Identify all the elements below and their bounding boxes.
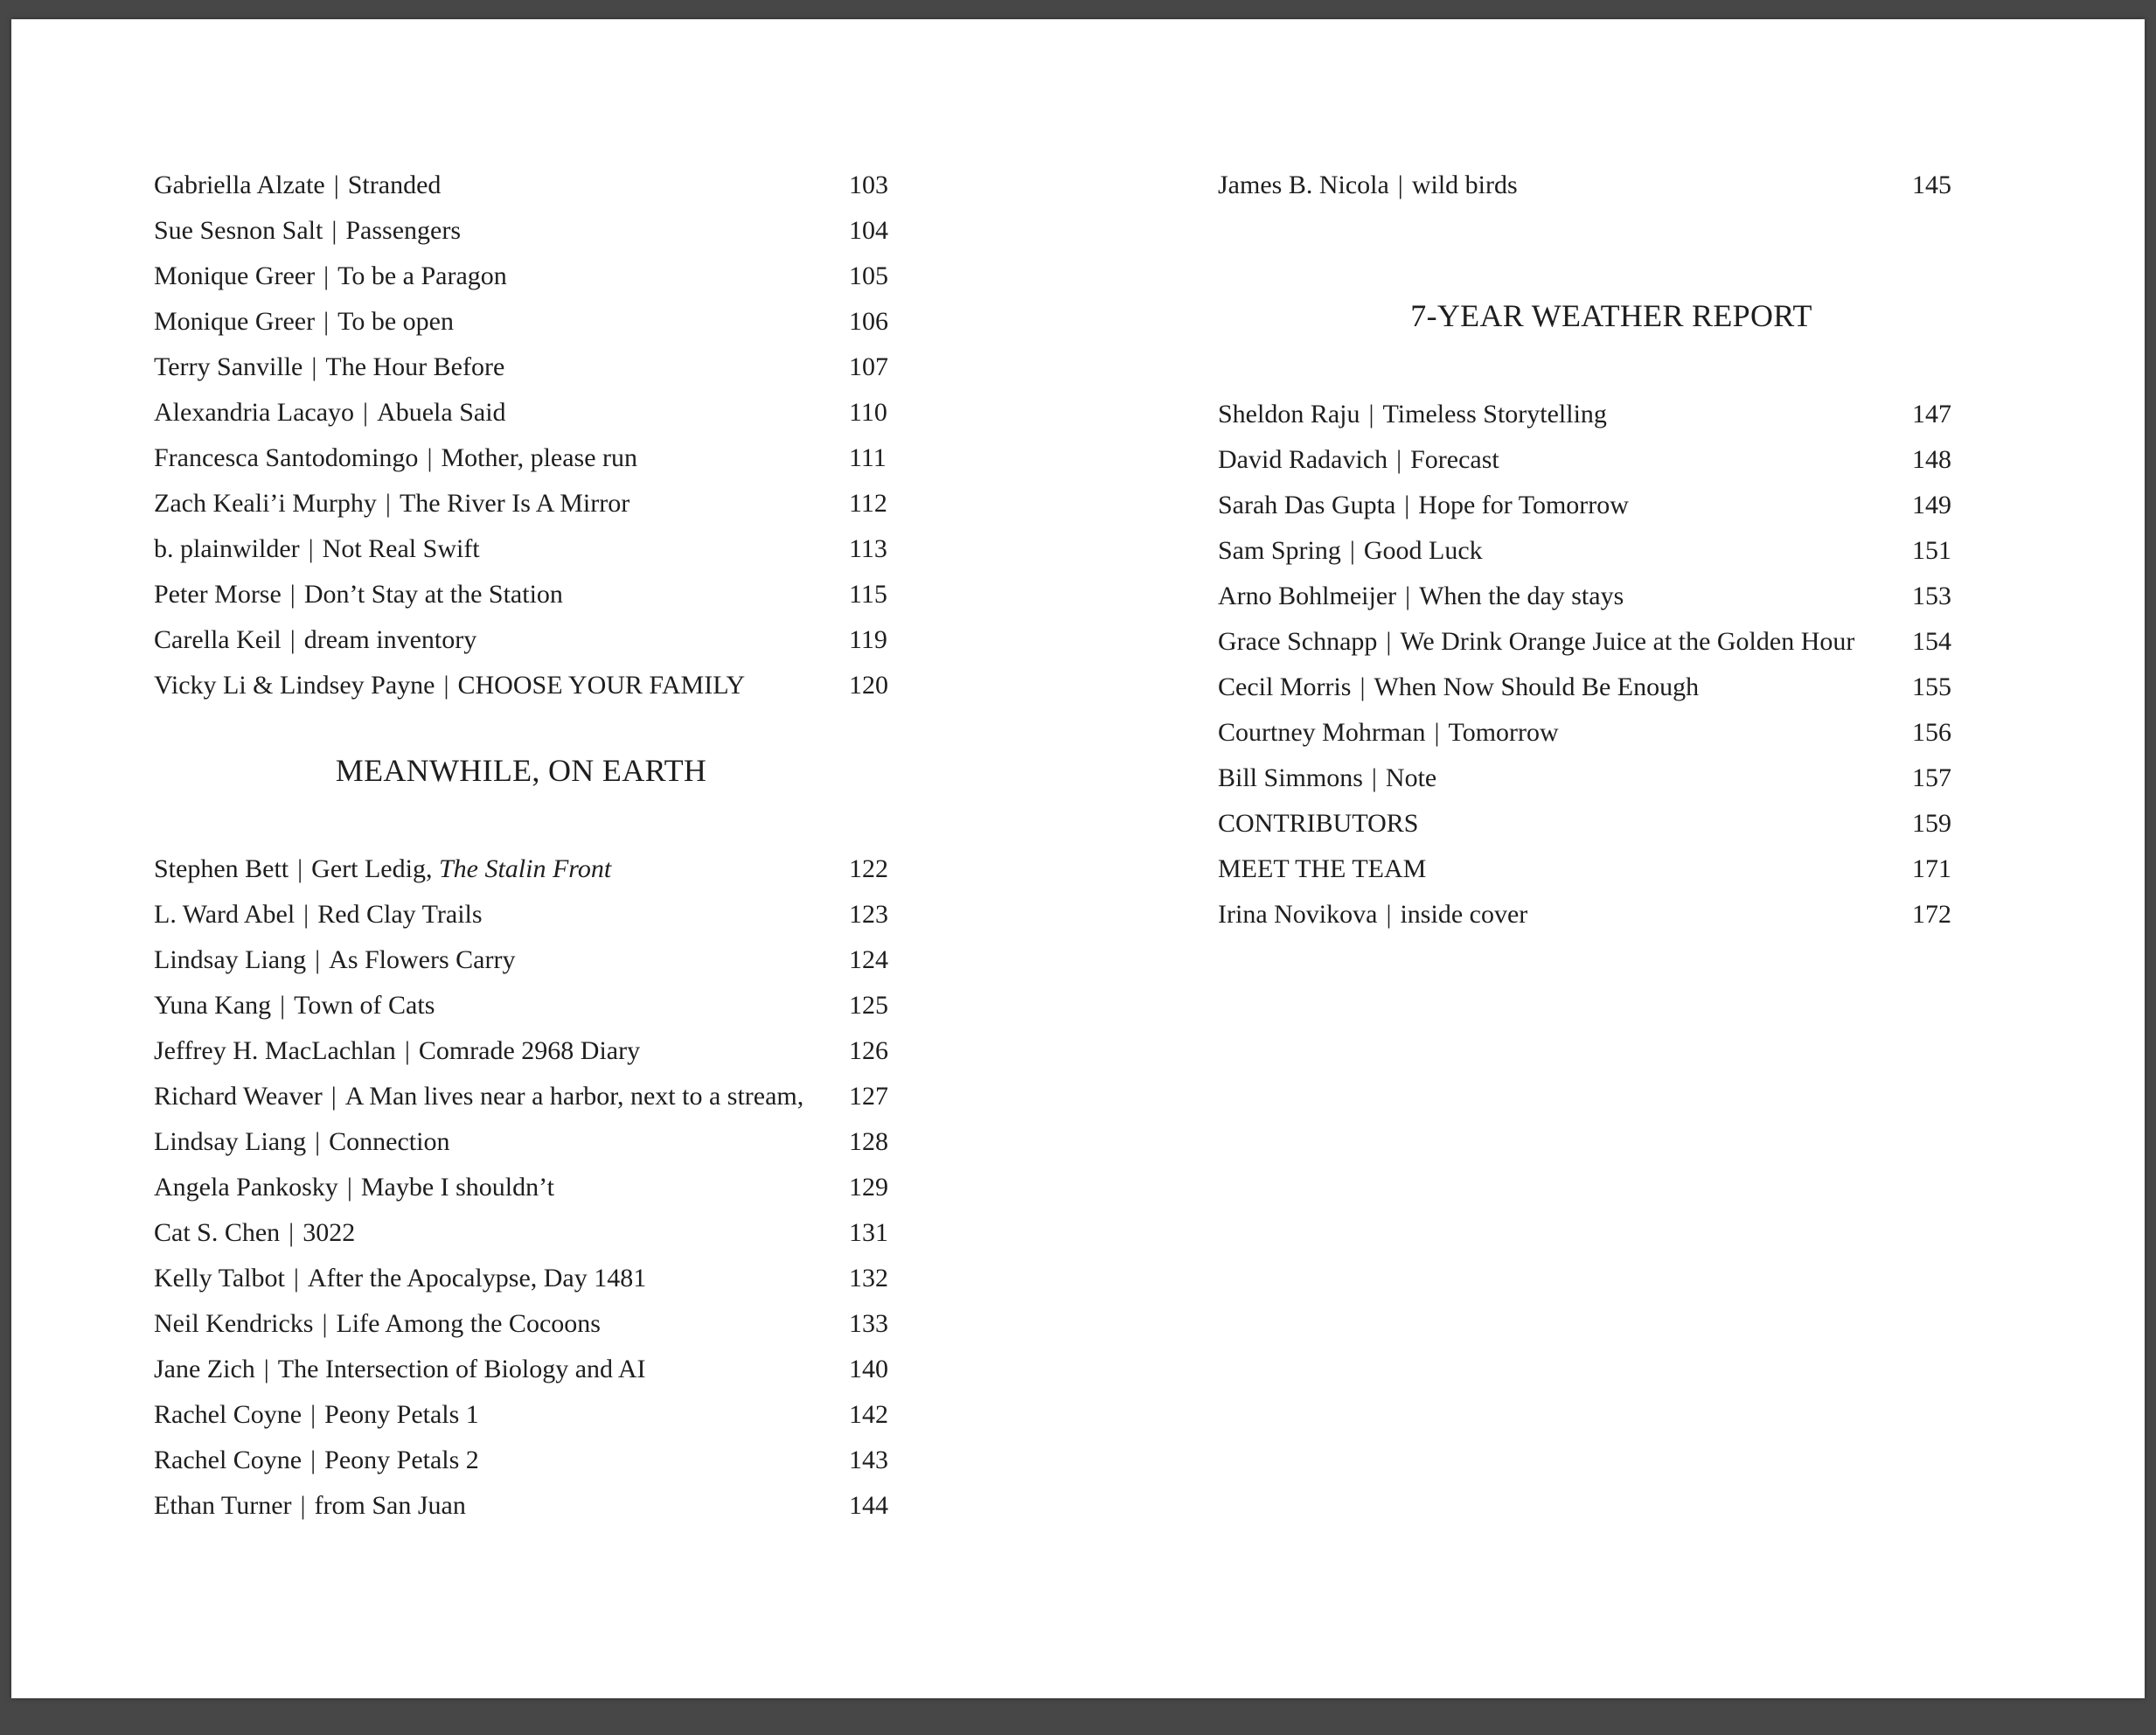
toc-entry-page-number: 133 [849,1309,888,1338]
toc-entry-page-number: 148 [1912,445,1951,474]
toc-entry-author: Monique Greer [154,261,316,290]
toc-entry-page-number: 107 [849,352,888,381]
toc-entry-page-number: 123 [849,900,888,929]
toc-entry-title [1218,756,1436,801]
toc-entry-title [154,1301,601,1347]
toc-entry-title [154,435,637,481]
toc-entry-title [154,390,506,435]
toc-entry-work: The Intersection of Biology and AI [277,1355,646,1383]
toc-separator: | [427,443,433,472]
toc-entry-page-number: 131 [849,1218,888,1247]
toc-entry-work-italic: The Stalin Front [438,854,612,883]
toc-entry-work: Mother, please run [441,443,638,472]
toc-entry-page-number: 157 [1912,763,1951,792]
toc-separator: | [310,1446,316,1474]
toc-separator: | [1360,672,1366,701]
toc-entry-author: Cat S. Chen [154,1218,281,1247]
toc-entry-page-number: 124 [849,945,888,974]
toc-entry-work: The Hour Before [325,352,505,381]
toc-entry-title [1218,392,1607,437]
toc-entry-title [1218,574,1624,619]
toc-entry-page-number: 110 [849,398,887,427]
toc-entry-title [1218,437,1499,483]
toc-entry-title [154,1119,449,1165]
toc-entry-author: Neil Kendricks [154,1309,314,1338]
toc-separator: | [323,307,330,336]
toc-separator: | [300,1491,306,1520]
toc-entry-work: To be a Paragon [337,261,507,290]
toc-entry-page-number: 127 [849,1082,888,1111]
document-page [11,19,2145,1698]
toc-entry-work: Timeless Storytelling [1382,400,1607,429]
toc-separator: | [289,1218,295,1247]
toc-entry-author: Arno Bohlmeijer [1218,582,1397,610]
toc-entry-page-number: 104 [849,216,888,245]
toc-entry-work: 3022 [303,1218,356,1247]
toc-entry-page-number: 126 [849,1036,888,1065]
toc-entry-page-number: 105 [849,261,888,290]
toc-entry-title [154,299,454,345]
toc-entry-work: We Drink Orange Juice at the Golden Hour [1400,627,1855,656]
toc-separator: | [293,1264,299,1293]
toc-entry-page-number: 125 [849,991,888,1020]
toc-entry-title [1218,163,1518,208]
toc-entry-title [1218,665,1699,710]
toc-entry-work: To be open [337,307,454,336]
toc-separator: | [323,261,330,290]
toc-entry-title [154,847,611,892]
section-heading-meanwhile-on-earth: MEANWHILE, ON EARTH [335,753,707,788]
toc-entry-page-number: 122 [849,854,888,883]
toc-entry-work: Comrade 2968 Diary [418,1036,641,1065]
toc-entry-work: Not Real Swift [322,534,480,563]
toc-entry-page-number: 143 [849,1446,888,1474]
toc-entry-work: Good Luck [1363,536,1483,565]
toc-entry-title [1218,619,1854,665]
toc-entry-work-prefix: Gert Ledig, [311,854,439,883]
toc-entry-page-number: 145 [1912,171,1951,199]
toc-entry-work: Note [1385,763,1437,792]
toc-separator: | [363,398,369,427]
toc-separator: | [311,352,317,381]
toc-separator: | [1368,400,1374,429]
toc-entry-title [154,1483,466,1529]
toc-entry-page-number: 128 [849,1127,888,1156]
toc-entry-title [154,663,745,708]
toc-entry-work: from San Juan [314,1491,466,1520]
toc-entry-title [154,481,629,526]
toc-entry-title [154,163,441,208]
toc-entry-title [154,1438,479,1483]
toc-entry-author: Richard Weaver [154,1082,323,1111]
toc-entry-work: After the Apocalypse, Day 1481 [307,1264,647,1293]
toc-entry-title [154,1074,803,1119]
toc-separator: | [322,1309,328,1338]
toc-separator: | [297,854,303,883]
toc-separator: | [289,625,296,654]
toc-entry-page-number: 156 [1912,718,1951,747]
toc-entry-title [154,1165,554,1210]
toc-entry-page-number: 142 [849,1400,888,1429]
toc-entry-page-number: 103 [849,171,888,199]
toc-entry-work: Stranded [347,171,442,199]
toc-entry-work: Peony Petals 2 [324,1446,479,1474]
toc-entry-title [154,1210,355,1256]
toc-entry-work: Life Among the Cocoons [336,1309,601,1338]
toc-entry-page-number: 112 [849,489,887,518]
toc-entry-title [1218,892,1527,937]
toc-entry-author: Zach Keali’i Murphy [154,489,377,518]
toc-separator: | [1349,536,1355,565]
toc-separator: | [443,671,449,700]
toc-entry-title [154,617,476,663]
toc-entry-author: Lindsay Liang [154,1127,307,1156]
toc-entry-work: Connection [329,1127,450,1156]
toc-entry-author: James B. Nicola [1218,171,1389,199]
toc-entry-page-number: 113 [849,534,887,563]
toc-entry-author: Sue Sesnon Salt [154,216,323,245]
toc-separator: | [310,1400,316,1429]
toc-entry-author: Rachel Coyne [154,1400,303,1429]
toc-entry-author: Sheldon Raju [1218,400,1360,429]
toc-separator: | [385,489,391,518]
toc-entry-label: CONTRIBUTORS [1218,809,1419,838]
toc-separator: | [333,171,339,199]
toc-entry-title [1218,528,1483,574]
toc-separator: | [303,900,309,929]
toc-separator: | [1386,900,1392,929]
toc-separator: | [1404,491,1410,519]
toc-entry-author: Jane Zich [154,1355,255,1383]
toc-entry-author: Peter Morse [154,580,282,609]
toc-entry-work: Peony Petals 1 [324,1400,479,1429]
toc-entry-author: Yuna Kang [154,991,272,1020]
toc-entry-label: MEET THE TEAM [1218,854,1427,883]
toc-entry-author: Bill Simmons [1218,763,1363,792]
toc-entry-title [154,526,480,572]
toc-entry-author: Carella Keil [154,625,282,654]
toc-separator: | [315,945,321,974]
toc-entry-work: dream inventory [303,625,477,654]
toc-entry-work: As Flowers Carry [329,945,516,974]
toc-entry-page-number: 147 [1912,400,1951,429]
toc-entry-work: A Man lives near a harbor, next to a stream, [344,1082,804,1111]
toc-separator: | [1371,763,1377,792]
toc-entry-work: The River Is A Mirror [399,489,630,518]
toc-entry-author: Kelly Talbot [154,1264,285,1293]
toc-entry-author: Alexandria Lacayo [154,398,355,427]
toc-entry-page-number: 111 [849,443,887,472]
toc-entry-author: b. plainwilder [154,534,300,563]
toc-entry-author: Lindsay Liang [154,945,307,974]
toc-separator: | [263,1355,269,1383]
toc-entry-page-number: 132 [849,1264,888,1293]
toc-entry-work: Hope for Tomorrow [1418,491,1629,519]
toc-entry-page-number: 140 [849,1355,888,1383]
toc-separator: | [1386,627,1392,656]
toc-entry-work: Passengers [345,216,462,245]
toc-entry-work: Abuela Said [377,398,506,427]
toc-entry-title [1218,801,1418,847]
toc-entry-work: Town of Cats [294,991,435,1020]
toc-entry-work: Forecast [1410,445,1499,474]
toc-entry-page-number: 155 [1912,672,1951,701]
toc-entry-title [1218,483,1629,528]
toc-entry-title [154,983,435,1028]
toc-entry-title [154,937,515,983]
toc-entry-title [1218,710,1559,756]
section-heading-7-year-weather-report: 7-YEAR WEATHER REPORT [1410,298,1812,333]
toc-entry-author: Courtney Mohrman [1218,718,1426,747]
toc-separator: | [346,1173,352,1202]
toc-entry-title [154,254,507,299]
toc-entry-work: Red Clay Trails [317,900,483,929]
toc-separator: | [330,1082,337,1111]
toc-entry-author: Cecil Morris [1218,672,1352,701]
toc-entry-work: wild birds [1411,171,1518,199]
toc-separator: | [1397,171,1403,199]
toc-separator: | [331,216,337,245]
toc-separator: | [1434,718,1440,747]
toc-entry-author: Terry Sanville [154,352,303,381]
toc-entry-page-number: 159 [1912,809,1951,838]
toc-separator: | [315,1127,321,1156]
toc-entry-work: Don’t Stay at the Station [303,580,563,609]
toc-entry-page-number: 149 [1912,491,1951,519]
toc-entry-author: Francesca Santodomingo [154,443,419,472]
toc-entry-work: When the day stays [1419,582,1624,610]
toc-entry-work: When Now Should Be Enough [1374,672,1700,701]
toc-entry-author: Gabriella Alzate [154,171,325,199]
toc-entry-page-number: 106 [849,307,888,336]
toc-separator: | [1396,445,1402,474]
toc-entry-author: Sarah Das Gupta [1218,491,1396,519]
toc-separator: | [280,991,286,1020]
toc-entry-author: L. Ward Abel [154,900,296,929]
toc-entry-page-number: 153 [1912,582,1951,610]
toc-entry-title [154,208,461,254]
toc-entry-page-number: 171 [1912,854,1951,883]
toc-entry-title [154,345,504,390]
toc-entry-title [1218,847,1426,892]
toc-entry-title [154,892,483,937]
toc-separator: | [289,580,296,609]
toc-entry-author: Sam Spring [1218,536,1341,565]
toc-entry-page-number: 144 [849,1491,888,1520]
toc-entry-author: Grace Schnapp [1218,627,1378,656]
toc-separator: | [1405,582,1411,610]
toc-entry-work: CHOOSE YOUR FAMILY [457,671,746,700]
toc-entry-author: Angela Pankosky [154,1173,338,1202]
toc-entry-author: Rachel Coyne [154,1446,303,1474]
toc-entry-author: Monique Greer [154,307,316,336]
toc-entry-page-number: 119 [849,625,887,654]
toc-entry-title [154,1392,479,1438]
toc-separator: | [308,534,314,563]
toc-entry-page-number: 129 [849,1173,888,1202]
toc-entry-author: Ethan Turner [154,1491,292,1520]
toc-entry-author: Jeffrey H. MacLachlan [154,1036,396,1065]
toc-entry-page-number: 151 [1912,536,1951,565]
toc-entry-title [154,1347,646,1392]
toc-entry-title [154,572,563,617]
toc-entry-author: David Radavich [1218,445,1388,474]
toc-entry-work: inside cover [1400,900,1528,929]
toc-entry-page-number: 115 [849,580,887,609]
toc-entry-work: Tomorrow [1448,718,1559,747]
toc-entry-title [154,1256,646,1301]
toc-entry-page-number: 120 [849,671,888,700]
toc-entry-author: Stephen Bett [154,854,289,883]
toc-entry-title [154,1028,640,1074]
toc-entry-author: Irina Novikova [1218,900,1378,929]
toc-entry-work: Maybe I shouldn’t [360,1173,554,1202]
toc-entry-page-number: 172 [1912,900,1951,929]
toc-entry-author: Vicky Li & Lindsey Payne [154,671,435,700]
toc-entry-page-number: 154 [1912,627,1951,656]
toc-separator: | [404,1036,410,1065]
